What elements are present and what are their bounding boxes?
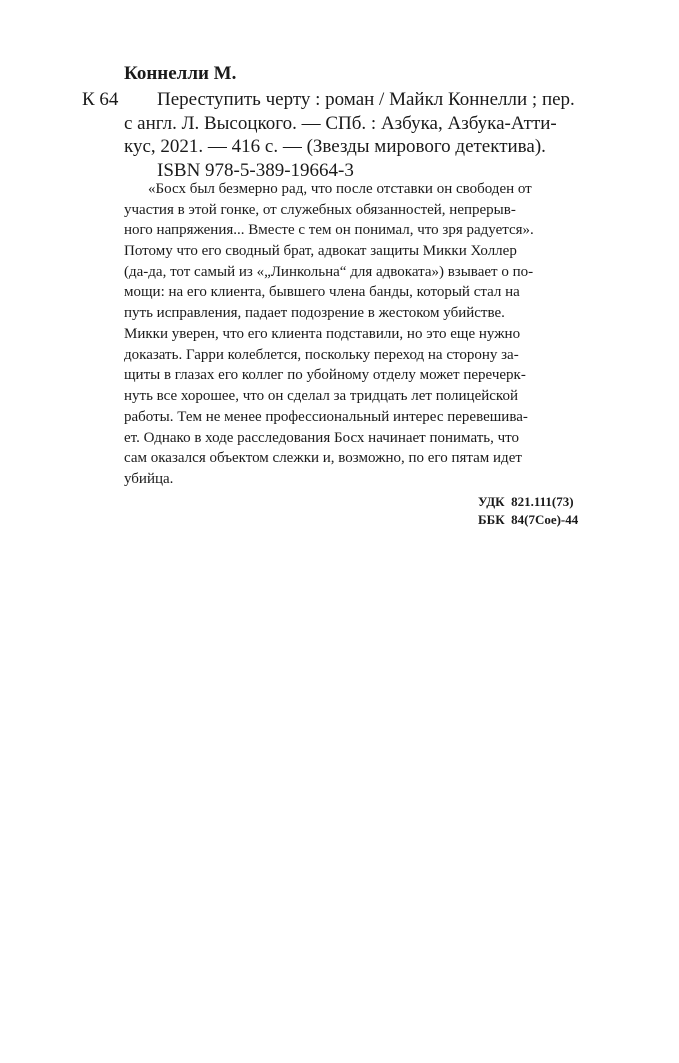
- annotation-line: работы. Тем не менее профессиональный интерес перевешива-: [124, 409, 528, 425]
- annotation-line: ного напряжения... Вместе с тем он понимал, что зря радуется».: [124, 222, 534, 238]
- author-index-code: К 64: [82, 89, 119, 110]
- annotation-line: щиты в глазах его коллег по убойному отделу может перечерк-: [124, 367, 526, 383]
- author-heading: Коннелли М.: [124, 63, 237, 84]
- annotation-line: «Босх был безмерно рад, что после отставки он свободен от: [148, 181, 532, 197]
- annotation-line: Микки уверен, что его клиента подставили, но это еще нужно: [124, 326, 521, 342]
- annotation-line: ет. Однако в ходе расследования Босх начинает понимать, что: [124, 430, 520, 446]
- annotation-line: путь исправления, падает подозрение в жестоком убийстве.: [124, 305, 505, 321]
- annotation-line: (да-да, тот самый из «„Линкольна“ для адвоката») взывает о по-: [124, 264, 534, 280]
- annotation-line: сам оказался объектом слежки и, возможно, по его пятам идет: [124, 450, 522, 466]
- annotation-line: мощи: на его клиента, бывшего члена банды, который стал на: [124, 284, 520, 300]
- udk-code: УДК 821.111(73): [478, 494, 574, 509]
- annotation-line: участия в этой гонке, от служебных обязанностей, непрерыв-: [124, 202, 516, 218]
- annotation-line: убийца.: [124, 471, 174, 487]
- annotation-line: нуть все хорошее, что он сделал за тридцать лет полицейской: [124, 388, 518, 404]
- bbk-code: ББК 84(7Сое)-44: [478, 512, 579, 527]
- biblio-line: кус, 2021. — 416 с. — (Звезды мирового детектива).: [124, 136, 546, 157]
- biblio-line: Переступить черту : роман / Майкл Коннелли ; пер.: [157, 89, 575, 110]
- annotation-line: Потому что его сводный брат, адвокат защиты Микки Холлер: [124, 243, 517, 259]
- biblio-line: с англ. Л. Высоцкого. — СПб. : Азбука, Азбука-Атти-: [124, 113, 557, 134]
- annotation-line: доказать. Гарри колеблется, поскольку переход на сторону за-: [124, 347, 519, 363]
- isbn-line: ISBN 978-5-389-19664-3: [157, 160, 354, 181]
